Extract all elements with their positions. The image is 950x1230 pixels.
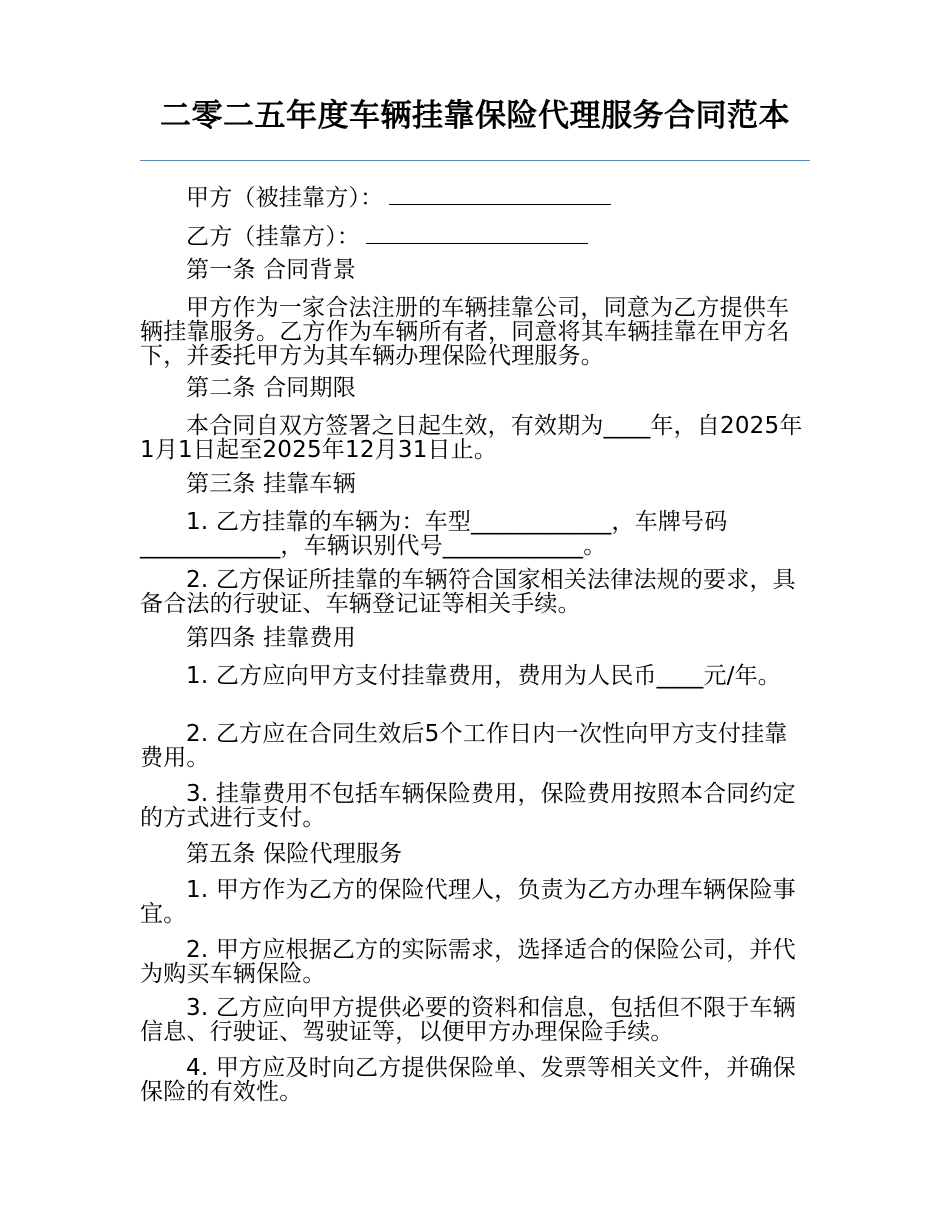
party-b-line — [140, 223, 810, 249]
party-a-label: 甲方（被挂靠方）： — [186, 185, 384, 211]
party-b-blank — [366, 223, 588, 244]
title-underline — [140, 160, 810, 161]
document-title: 二零二五年度车辆挂靠保险代理服务合同范本 — [160, 98, 790, 134]
article-5-item-4: 4. 甲方应及时向乙方提供保险单、发票等相关文件，并确保保险的有效性。 — [140, 1055, 796, 1105]
article-5-heading: 第五条 保险代理服务 — [186, 841, 403, 867]
party-b-label: 乙方（挂靠方）： — [186, 224, 361, 250]
article-5-item-2: 2. 甲方应根据乙方的实际需求，选择适合的保险公司，并代为购买车辆保险。 — [140, 937, 796, 987]
article-3-item-2: 2. 乙方保证所挂靠的车辆符合国家相关法律法规的要求，具备合法的行驶证、车辆登记证等相关手续。 — [140, 567, 796, 617]
article-4-item-3: 3. 挂靠费用不包括车辆保险费用，保险费用按照本合同约定的方式进行支付。 — [140, 781, 796, 831]
article-2-body: 本合同自双方签署之日起生效，有效期为____年，自2025年1月1日起至2025年12月31日止。 — [140, 413, 803, 463]
article-2-heading: 第二条 合同期限 — [186, 375, 356, 401]
article-1-body: 甲方作为一家合法注册的车辆挂靠公司，同意为乙方提供车辆挂靠服务。乙方作为车辆所有者，同意将其车辆挂靠在甲方名下，并委托甲方为其车辆办理保险代理服务。 — [140, 295, 790, 369]
article-1-heading: 第一条 合同背景 — [186, 257, 356, 283]
party-a-line — [140, 184, 810, 210]
article-3-item-1: 1. 乙方挂靠的车辆为：车型____________，车牌号码____________，车辆识别代号____________。 — [140, 509, 728, 559]
article-4-item-1: 1. 乙方应向甲方支付挂靠费用，费用为人民币____元/年。 — [186, 663, 782, 689]
article-4-item-2: 2. 乙方应在合同生效后5个工作日内一次性向甲方支付挂靠费用。 — [140, 721, 788, 771]
article-5-item-1: 1. 甲方作为乙方的保险代理人，负责为乙方办理车辆保险事宜。 — [140, 877, 796, 927]
article-3-heading: 第三条 挂靠车辆 — [186, 471, 356, 497]
article-5-item-3: 3. 乙方应向甲方提供必要的资料和信息，包括但不限于车辆信息、行驶证、驾驶证等，以便甲方办理保险手续。 — [140, 995, 796, 1045]
article-4-heading: 第四条 挂靠费用 — [186, 625, 356, 651]
party-a-blank — [389, 184, 611, 205]
